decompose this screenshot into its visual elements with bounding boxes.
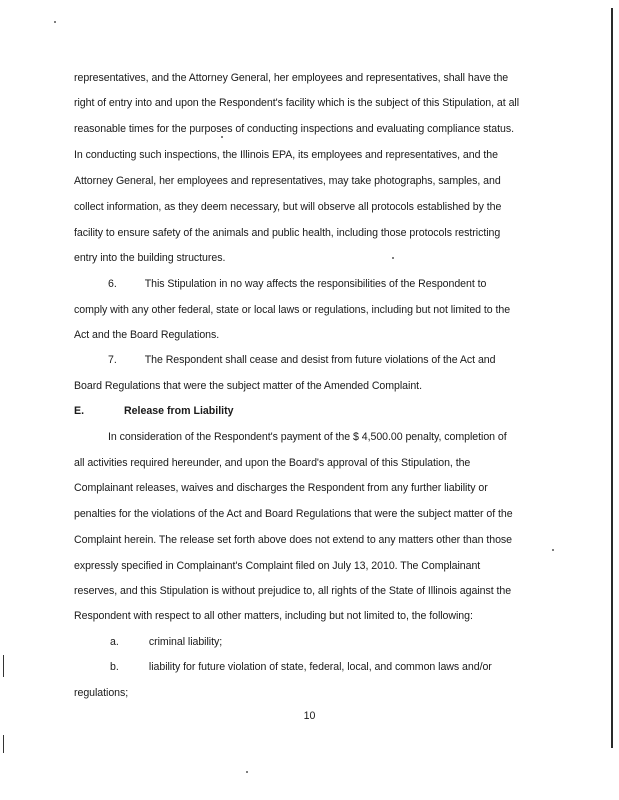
section-title: Release from Liability [124,405,234,417]
body-line: reasonable times for the purposes of conducting inspections and evaluating compliance status. [74,123,514,135]
scan-speck [552,549,554,551]
body-line: reserves, and this Stipulation is without prejudice to, all rights of the State of Illinois against the [74,585,512,597]
paragraph-text: The Respondent shall cease and desist from future violations of the Act and [144,354,496,366]
body-line: Act and the Board Regulations. [74,329,220,341]
release-first-line [74,431,507,443]
paragraph-text: This Stipulation in no way affects the responsibilities of the Respondent to [144,278,487,290]
paragraph-6-first-line [74,278,486,290]
list-item-text: criminal liability; [148,636,223,648]
list-item-a [74,636,222,648]
scan-speck [221,136,223,138]
list-item-text: liability for future violation of state, federal, local, and common laws and/or [148,661,492,673]
body-line: all activities required hereunder, and upon the Board's approval of this Stipulation, the [74,457,471,469]
body-line: expressly specified in Complainant's Complaint filed on July 13, 2010. The Complainant [74,560,481,572]
paragraph-text: In consideration of the Respondent's payment of the $ 4,500.00 penalty, completion of [108,431,507,443]
paragraph-number: 7. [108,354,117,366]
body-line: penalties for the violations of the Act and Board Regulations that were the subject matter of the [74,508,513,520]
body-line: Respondent with respect to all other matters, including but not limited to, the following: [74,610,473,622]
body-line: collect information, as they deem necessary, but will observe all protocols established by the [74,201,502,213]
section-heading [74,405,234,417]
body-line: Complaint herein. The release set forth above does not extend to any matters other than those [74,534,513,546]
list-item-letter: b. [110,661,119,673]
page-number: 10 [303,710,316,722]
list-item-b [74,661,492,673]
scan-speck [392,257,394,259]
body-line: Attorney General, her employees and representatives, may take photographs, samples, and [74,175,501,187]
paragraph-7-first-line [74,354,495,366]
scan-speck [54,21,56,23]
paragraph-number: 6. [108,278,117,290]
page-edge-rule [611,8,613,748]
scan-mark [3,735,4,753]
body-line: Complainant releases, waives and discharges the Respondent from any further liability or [74,482,488,494]
body-line: comply with any other federal, state or local laws or regulations, including but not limited to the [74,304,511,316]
body-line: In conducting such inspections, the Illinois EPA, its employees and representatives, and the [74,149,498,161]
body-line: entry into the building structures. [74,252,226,264]
list-item-b-continuation: regulations; [74,687,129,699]
section-letter: E. [74,405,85,417]
body-line: right of entry into and upon the Respondent's facility which is the subject of this Stipulation, at all [74,97,520,109]
scan-mark [3,655,4,677]
body-line: representatives, and the Attorney General, her employees and representatives, shall have the [74,72,509,84]
body-line: Board Regulations that were the subject matter of the Amended Complaint. [74,380,422,392]
body-line: facility to ensure safety of the animals and public health, including those protocols restricting [74,227,501,239]
scan-speck [246,771,248,773]
list-item-letter: a. [110,636,119,648]
